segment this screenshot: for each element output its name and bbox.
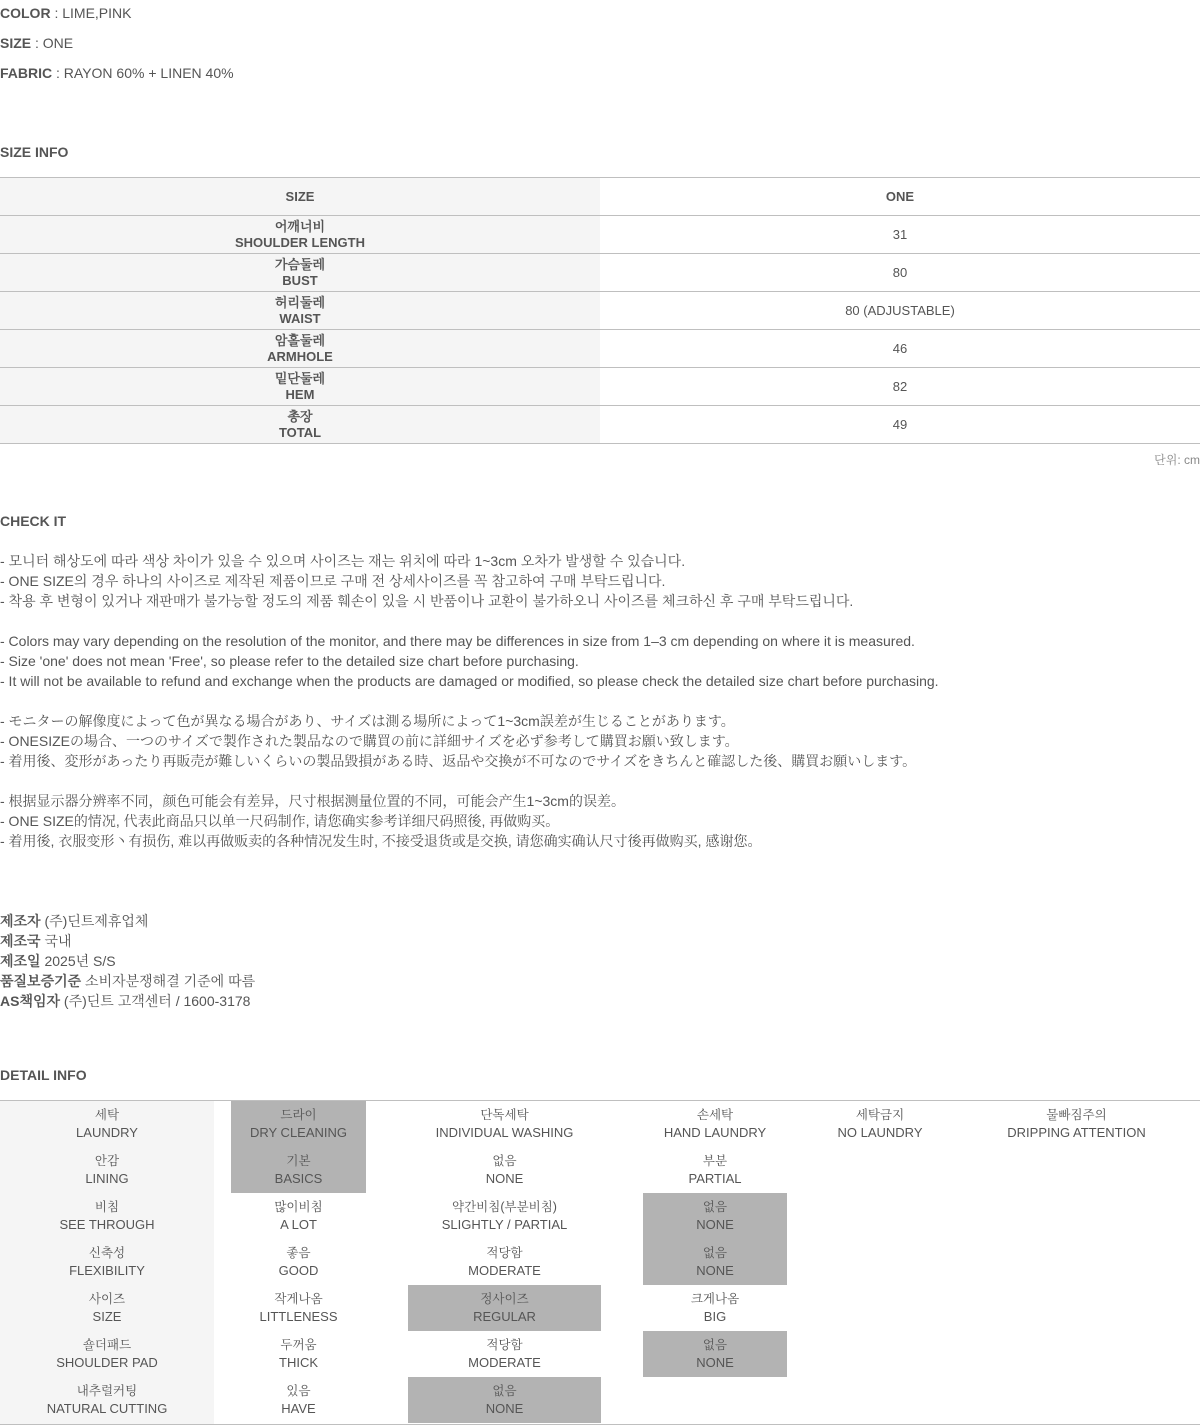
label-en: ARMHOLE (267, 348, 333, 364)
size-row (0, 368, 1200, 406)
detail-en: HAND LAUNDRY (663, 1125, 767, 1140)
detail-ko: 기본 (286, 1154, 311, 1168)
detail-option (408, 1193, 601, 1239)
detail-ko: 사이즈 (88, 1292, 126, 1306)
detail-option-selected (408, 1377, 601, 1423)
detail-en: GOOD (278, 1263, 319, 1278)
detail-ko: 손세탁 (696, 1108, 734, 1122)
size-row-label (0, 368, 600, 405)
detail-row-label (0, 1331, 214, 1377)
detail-option-selected (231, 1101, 366, 1147)
size-header-label: SIZE (0, 178, 600, 215)
detail-ko: 있음 (286, 1384, 311, 1398)
detail-row-label (0, 1193, 214, 1239)
spec-color (0, 3, 131, 23)
size-row-value: 49 (892, 417, 908, 432)
detail-option (408, 1239, 601, 1285)
detail-ko: 작게나옴 (274, 1292, 323, 1306)
detail-en: BIG (703, 1309, 727, 1324)
detail-ko: 숄더패드 (82, 1338, 132, 1352)
detail-ko: 세탁 (94, 1108, 120, 1122)
spec-value: : RAYON 60% + LINEN 40% (52, 65, 234, 81)
detail-en: THICK (279, 1355, 318, 1370)
size-row (0, 254, 1200, 292)
detail-ko: 없음 (702, 1200, 728, 1214)
detail-en: SHOULDER PAD (56, 1355, 158, 1370)
label-ko: 어깨너비 (274, 218, 326, 234)
detail-en: LAUNDRY (76, 1125, 138, 1140)
size-header-value: ONE (885, 189, 915, 204)
spec-value: : LIME,PINK (50, 5, 132, 21)
detail-en: FLEXIBILITY (69, 1263, 145, 1278)
detail-en: HAVE (281, 1401, 316, 1416)
size-row (0, 330, 1200, 368)
detail-row-label (0, 1377, 214, 1423)
spec-size (0, 33, 73, 53)
size-table-header (0, 178, 1200, 216)
detail-option-selected (643, 1331, 787, 1377)
maker-key: AS책임자 (0, 993, 61, 1009)
label-en: WAIST (279, 310, 321, 326)
detail-en: MODERATE (468, 1263, 541, 1278)
detail-option (408, 1331, 601, 1377)
size-info-title: SIZE INFO (0, 144, 69, 160)
note-ko: - 착용 후 변형이 있거나 재판매가 불가능할 정도의 제품 훼손이 있을 시 반품이나 교환이 불가하오니 사이즈를 체크하신 후 구매 부탁드립니다. (0, 593, 854, 609)
detail-ko: 많이비침 (274, 1200, 323, 1214)
detail-option-selected (643, 1239, 787, 1285)
detail-en: NO LAUNDRY (837, 1125, 923, 1140)
label-en: HEM (285, 386, 315, 402)
note-ja: - 着用後、変形があったり再販売が難しいくらいの製品毀損がある時、返品や交換が不可なのでサイズをきちんと確認した後、購買お願いします。 (0, 753, 917, 769)
detail-ko: 비침 (94, 1200, 120, 1214)
detail-en: NONE (485, 1401, 524, 1416)
detail-row-label (0, 1147, 214, 1193)
detail-ko: 적당함 (486, 1246, 523, 1260)
note-en: - Colors may vary depending on the resolution of the monitor, and there may be differences in size from 1–3 cm depending on where it is measured. (0, 633, 915, 649)
maker-info (0, 911, 255, 1011)
maker-line (0, 971, 255, 991)
detail-ko: 정사이즈 (480, 1292, 529, 1306)
size-row-label (0, 292, 600, 329)
maker-value: 2025년 S/S (40, 953, 116, 969)
size-row-label (0, 216, 600, 253)
check-it-notes (0, 551, 1200, 851)
detail-option-selected (408, 1285, 601, 1331)
detail-option (643, 1285, 787, 1331)
detail-en: REGULAR (473, 1309, 536, 1324)
detail-en: DRIPPING ATTENTION (1007, 1125, 1146, 1140)
size-table (0, 177, 1200, 444)
note-en: - It will not be available to refund and exchange when the products are damaged or modified, so please check the detailed size chart before purchasing. (0, 673, 939, 689)
unit-note: 단위: cm (1154, 453, 1200, 467)
size-row-value: 80 (ADJUSTABLE) (845, 303, 955, 318)
spec-key: FABRIC (0, 65, 53, 81)
detail-ko: 안감 (94, 1154, 120, 1168)
detail-en: INDIVIDUAL WASHING (435, 1125, 574, 1140)
detail-ko: 두꺼움 (280, 1338, 317, 1352)
note-zh: - 着用後, 衣服变形丶有损伤, 难以再做贩卖的各种情况发生时, 不接受退货或是交换, 请您确实确认尺寸後再做购买, 感谢您。 (0, 833, 762, 849)
detail-en: BASICS (274, 1171, 323, 1186)
size-row-value: 46 (892, 341, 908, 356)
size-row-value: 82 (892, 379, 908, 394)
label-ko: 가슴둘레 (274, 256, 326, 272)
detail-ko: 없음 (702, 1338, 728, 1352)
detail-en: SLIGHTLY / PARTIAL (441, 1217, 568, 1232)
maker-value: 국내 (40, 933, 72, 949)
size-row-label (0, 330, 600, 367)
size-row (0, 406, 1200, 444)
detail-ko: 없음 (492, 1384, 517, 1398)
spec-key: SIZE (0, 35, 32, 51)
detail-en: MODERATE (468, 1355, 541, 1370)
detail-en: SEE THROUGH (59, 1217, 155, 1232)
maker-value: (주)딘트 고객센터 / 1600-3178 (60, 993, 251, 1009)
size-row (0, 216, 1200, 254)
detail-option-selected (231, 1147, 366, 1193)
detail-en: NONE (485, 1171, 524, 1186)
detail-en: NONE (696, 1355, 734, 1370)
note-ja: - ONESIZEの場合、一つのサイズで製作された製品なので購買の前に詳細サイズを必ず参考して購買お願い致します。 (0, 733, 739, 749)
detail-ko: 드라이 (280, 1108, 317, 1122)
note-ja: - モニターの解像度によって色が異なる場合があり、サイズは測る場所によって1~3cm誤差が生じることがあります。 (0, 713, 735, 729)
size-row (0, 292, 1200, 330)
detail-row-label (0, 1285, 214, 1331)
size-row-value: 80 (892, 265, 908, 280)
detail-en: SIZE (92, 1309, 122, 1324)
note-ko: - ONE SIZE의 경우 하나의 사이즈로 제작된 제품이므로 구매 전 상세사이즈를 꼭 참고하여 구매 부탁드립니다. (0, 573, 666, 589)
spec-value: : ONE (31, 35, 74, 51)
detail-option (231, 1285, 366, 1331)
size-row-label (0, 406, 600, 443)
detail-ko: 단독세탁 (480, 1108, 529, 1122)
detail-en: LINING (85, 1171, 129, 1186)
detail-row-label (0, 1239, 214, 1285)
detail-option (643, 1147, 787, 1193)
note-en: - Size 'one' does not mean 'Free', so please refer to the detailed size chart before purchasing. (0, 653, 579, 669)
detail-option-selected (643, 1193, 787, 1239)
detail-ko: 부분 (702, 1154, 728, 1168)
detail-en: NONE (696, 1263, 734, 1278)
detail-option (231, 1331, 366, 1377)
maker-value: 소비자분쟁해결 기준에 따름 (81, 973, 256, 989)
label-en: BUST (282, 272, 318, 288)
label-en: SHOULDER LENGTH (235, 234, 365, 250)
label-en: TOTAL (278, 424, 322, 440)
detail-ko: 약간비침(부분비침) (452, 1200, 557, 1214)
label-ko: 총장 (287, 408, 313, 424)
size-row-label (0, 254, 600, 291)
detail-ko: 없음 (492, 1154, 517, 1168)
detail-option (408, 1147, 601, 1193)
detail-en: NATURAL CUTTING (46, 1401, 168, 1416)
maker-line (0, 951, 255, 971)
maker-line (0, 991, 255, 1011)
spec-fabric (0, 63, 234, 83)
detail-option (231, 1377, 366, 1423)
detail-option (803, 1101, 957, 1147)
detail-ko: 내추럴커팅 (76, 1384, 138, 1398)
detail-ko: 세탁금지 (855, 1108, 905, 1122)
detail-option (408, 1101, 601, 1147)
detail-option (231, 1193, 366, 1239)
check-it-title: CHECK IT (0, 513, 67, 529)
detail-ko: 좋음 (286, 1246, 311, 1260)
spec-key: COLOR (0, 5, 51, 21)
label-ko: 허리둘레 (274, 294, 326, 310)
detail-en: DRY CLEANING (249, 1125, 348, 1140)
detail-ko: 없음 (702, 1246, 728, 1260)
detail-en: NONE (696, 1217, 734, 1232)
detail-ko: 신축성 (88, 1246, 126, 1260)
maker-key: 제조자 (0, 913, 41, 929)
detail-ko: 크게나옴 (690, 1292, 740, 1306)
maker-key: 품질보증기준 (0, 973, 82, 989)
label-ko: 밑단둘레 (274, 370, 326, 386)
note-zh: - 根据显示器分辨率不同，颜色可能会有差异，尺寸根据测量位置的不同，可能会产生1~3cm的误差。 (0, 793, 625, 809)
size-row-value: 31 (892, 227, 908, 242)
note-ko: - 모니터 해상도에 따라 색상 차이가 있을 수 있으며 사이즈는 재는 위치에 따라 1~3cm 오차가 발생할 수 있습니다. (0, 553, 686, 569)
maker-line (0, 931, 255, 951)
maker-key: 제조국 (0, 933, 41, 949)
detail-option (231, 1239, 366, 1285)
note-zh: - ONE SIZE的情况, 代表此商品只以单一尺码制作, 请您确实参考详细尺码照後, 再做购买。 (0, 813, 560, 829)
maker-key: 제조일 (0, 953, 41, 969)
detail-table (0, 1100, 1200, 1425)
detail-option (975, 1101, 1178, 1147)
maker-value: (주)딘트제휴업체 (40, 913, 149, 929)
detail-en: LITTLENESS (259, 1309, 338, 1324)
detail-ko: 물빠짐주의 (1046, 1108, 1107, 1122)
detail-info-title: DETAIL INFO (0, 1067, 87, 1083)
detail-ko: 적당함 (486, 1338, 523, 1352)
label-ko: 암홀둘레 (274, 332, 326, 348)
maker-line (0, 911, 255, 931)
detail-en: PARTIAL (688, 1171, 742, 1186)
detail-en: A LOT (280, 1217, 317, 1232)
detail-option (643, 1101, 787, 1147)
detail-row-label (0, 1101, 214, 1147)
